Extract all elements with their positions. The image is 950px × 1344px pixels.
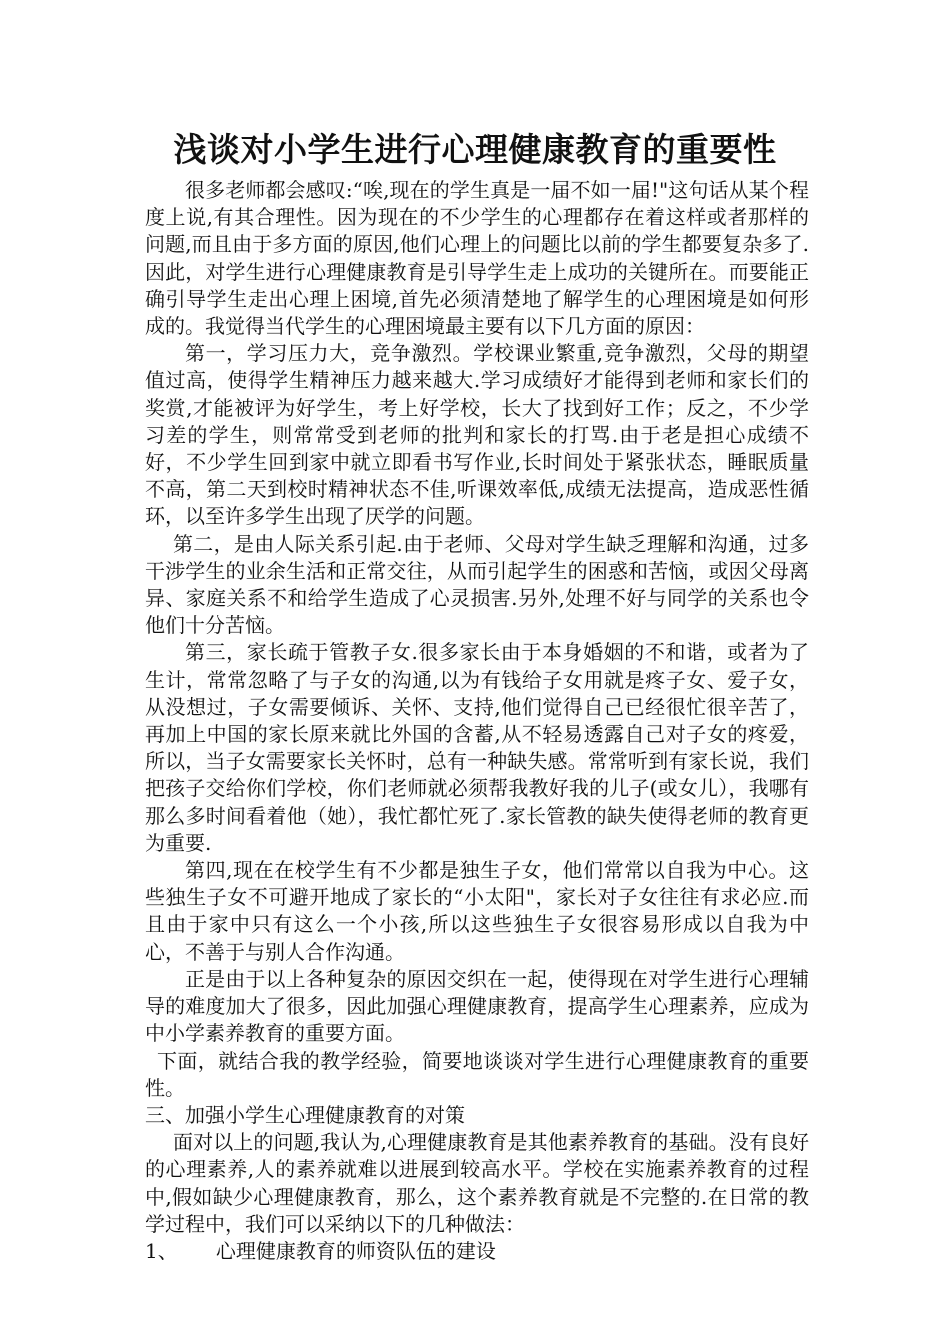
paragraph-countermeasures: 面对以上的问题,我认为,心理健康教育是其他素养教育的基础。没有良好的心理素养,人的素养就难以进展到较高水平。学校在实施素养教育的过程中,假如缺少心理健康教育，那么，这个素养教育就是不完整的.在日常的教学过程中，我们可以采纳以下的几种做法： [145, 1130, 809, 1236]
numbered-item-number: 1、 [145, 1238, 178, 1263]
section-heading: 三、加强小学生心理健康教育的对策 [145, 1102, 465, 1127]
numbered-item [145, 1238, 809, 1265]
paragraph-reason-1: 第一，学习压力大，竞争激烈。学校课业繁重,竞争激烈，父母的期望值过高，使得学生精神压力越来越大.学习成绩好才能得到老师和家长们的奖赏,才能被评为好学生，考上好学校，长大了找到好工作；反之，不少学习差的学生，则常常受到老师的批判和家长的打骂.由于老是担心成绩不好，不少学生回到家中就立即看书写作业,长时间处于紧张状态，睡眠质量不高，第二天到校时精神状态不佳,听课效率低,成绩无法提高，造成恶性循环，以至许多学生出现了厌学的问题。 [145, 341, 809, 529]
paragraph-reason-4: 第四,现在在校学生有不少都是独生子女，他们常常以自我为中心。这些独生子女不可避开地成了家长的“小太阳"，家长对子女往往有求必应.而且由于家中只有这么一个小孩,所以这些独生子女很容易形成以自我为中心，不善于与别人合作沟通。 [145, 858, 809, 964]
paragraph-reason-2: 第二，是由人际关系引起.由于老师、父母对学生缺乏理解和沟通，过多干涉学生的业余生活和正常交往，从而引起学生的困惑和苦恼，或因父母离异、家庭关系不和给学生造成了心灵损害.另外,处理不好与同学的关系也令他们十分苦恼。 [145, 531, 809, 638]
document-title: 浅谈对小学生进行心理健康教育的重要性 [173, 130, 777, 169]
paragraph-intro: 很多老师都会感叹:“唉,现在的学生真是一届不如一届!"这句话从某个程度上说,有其合理性。因为现在的不少学生的心理都存在着这样或者那样的问题,而且由于多方面的原因,他们心理上的问题比以前的学生都要复杂多了.因此，对学生进行心理健康教育是引导学生走上成功的关键所在。而要能正确引导学生走出心理上困境,首先必须清楚地了解学生的心理困境是如何形成的。我觉得当代学生的心理困境最主要有以下几方面的原因： [145, 178, 809, 339]
numbered-item-text: 心理健康教育的师资队伍的建设 [215, 1238, 496, 1263]
document-body [145, 177, 809, 1265]
paragraph-reason-3: 第三，家长疏于管教子女.很多家长由于本身婚姻的不和谐，或者为了生计，常常忽略了与子女的沟通,以为有钱给子女用就是疼子女、爱子女，从没想过，子女需要倾诉、关怀、支持,他们觉得自己已经很忙很辛苦了，再加上中国的家长原来就比外国的含蓄,从不轻易透露自己对子女的疼爱，所以，当子女需要家长关怀时，总有一种缺失感。常常听到有家长说，我们把孩子交给你们学校，你们老师就必须帮我教好我的儿子(或女儿），我哪有那么多时间看着他（她），我忙都忙死了.家长管教的缺失使得老师的教育更为重要. [145, 640, 809, 855]
paragraph-transition: 下面，就结合我的教学经验，简要地谈谈对学生进行心理健康教育的重要性。 [145, 1048, 809, 1100]
paragraph-summary: 正是由于以上各种复杂的原因交织在一起，使得现在对学生进行心理辅导的难度加大了很多，因此加强心理健康教育，提高学生心理素养，应成为中小学素养教育的重要方面。 [145, 966, 809, 1046]
